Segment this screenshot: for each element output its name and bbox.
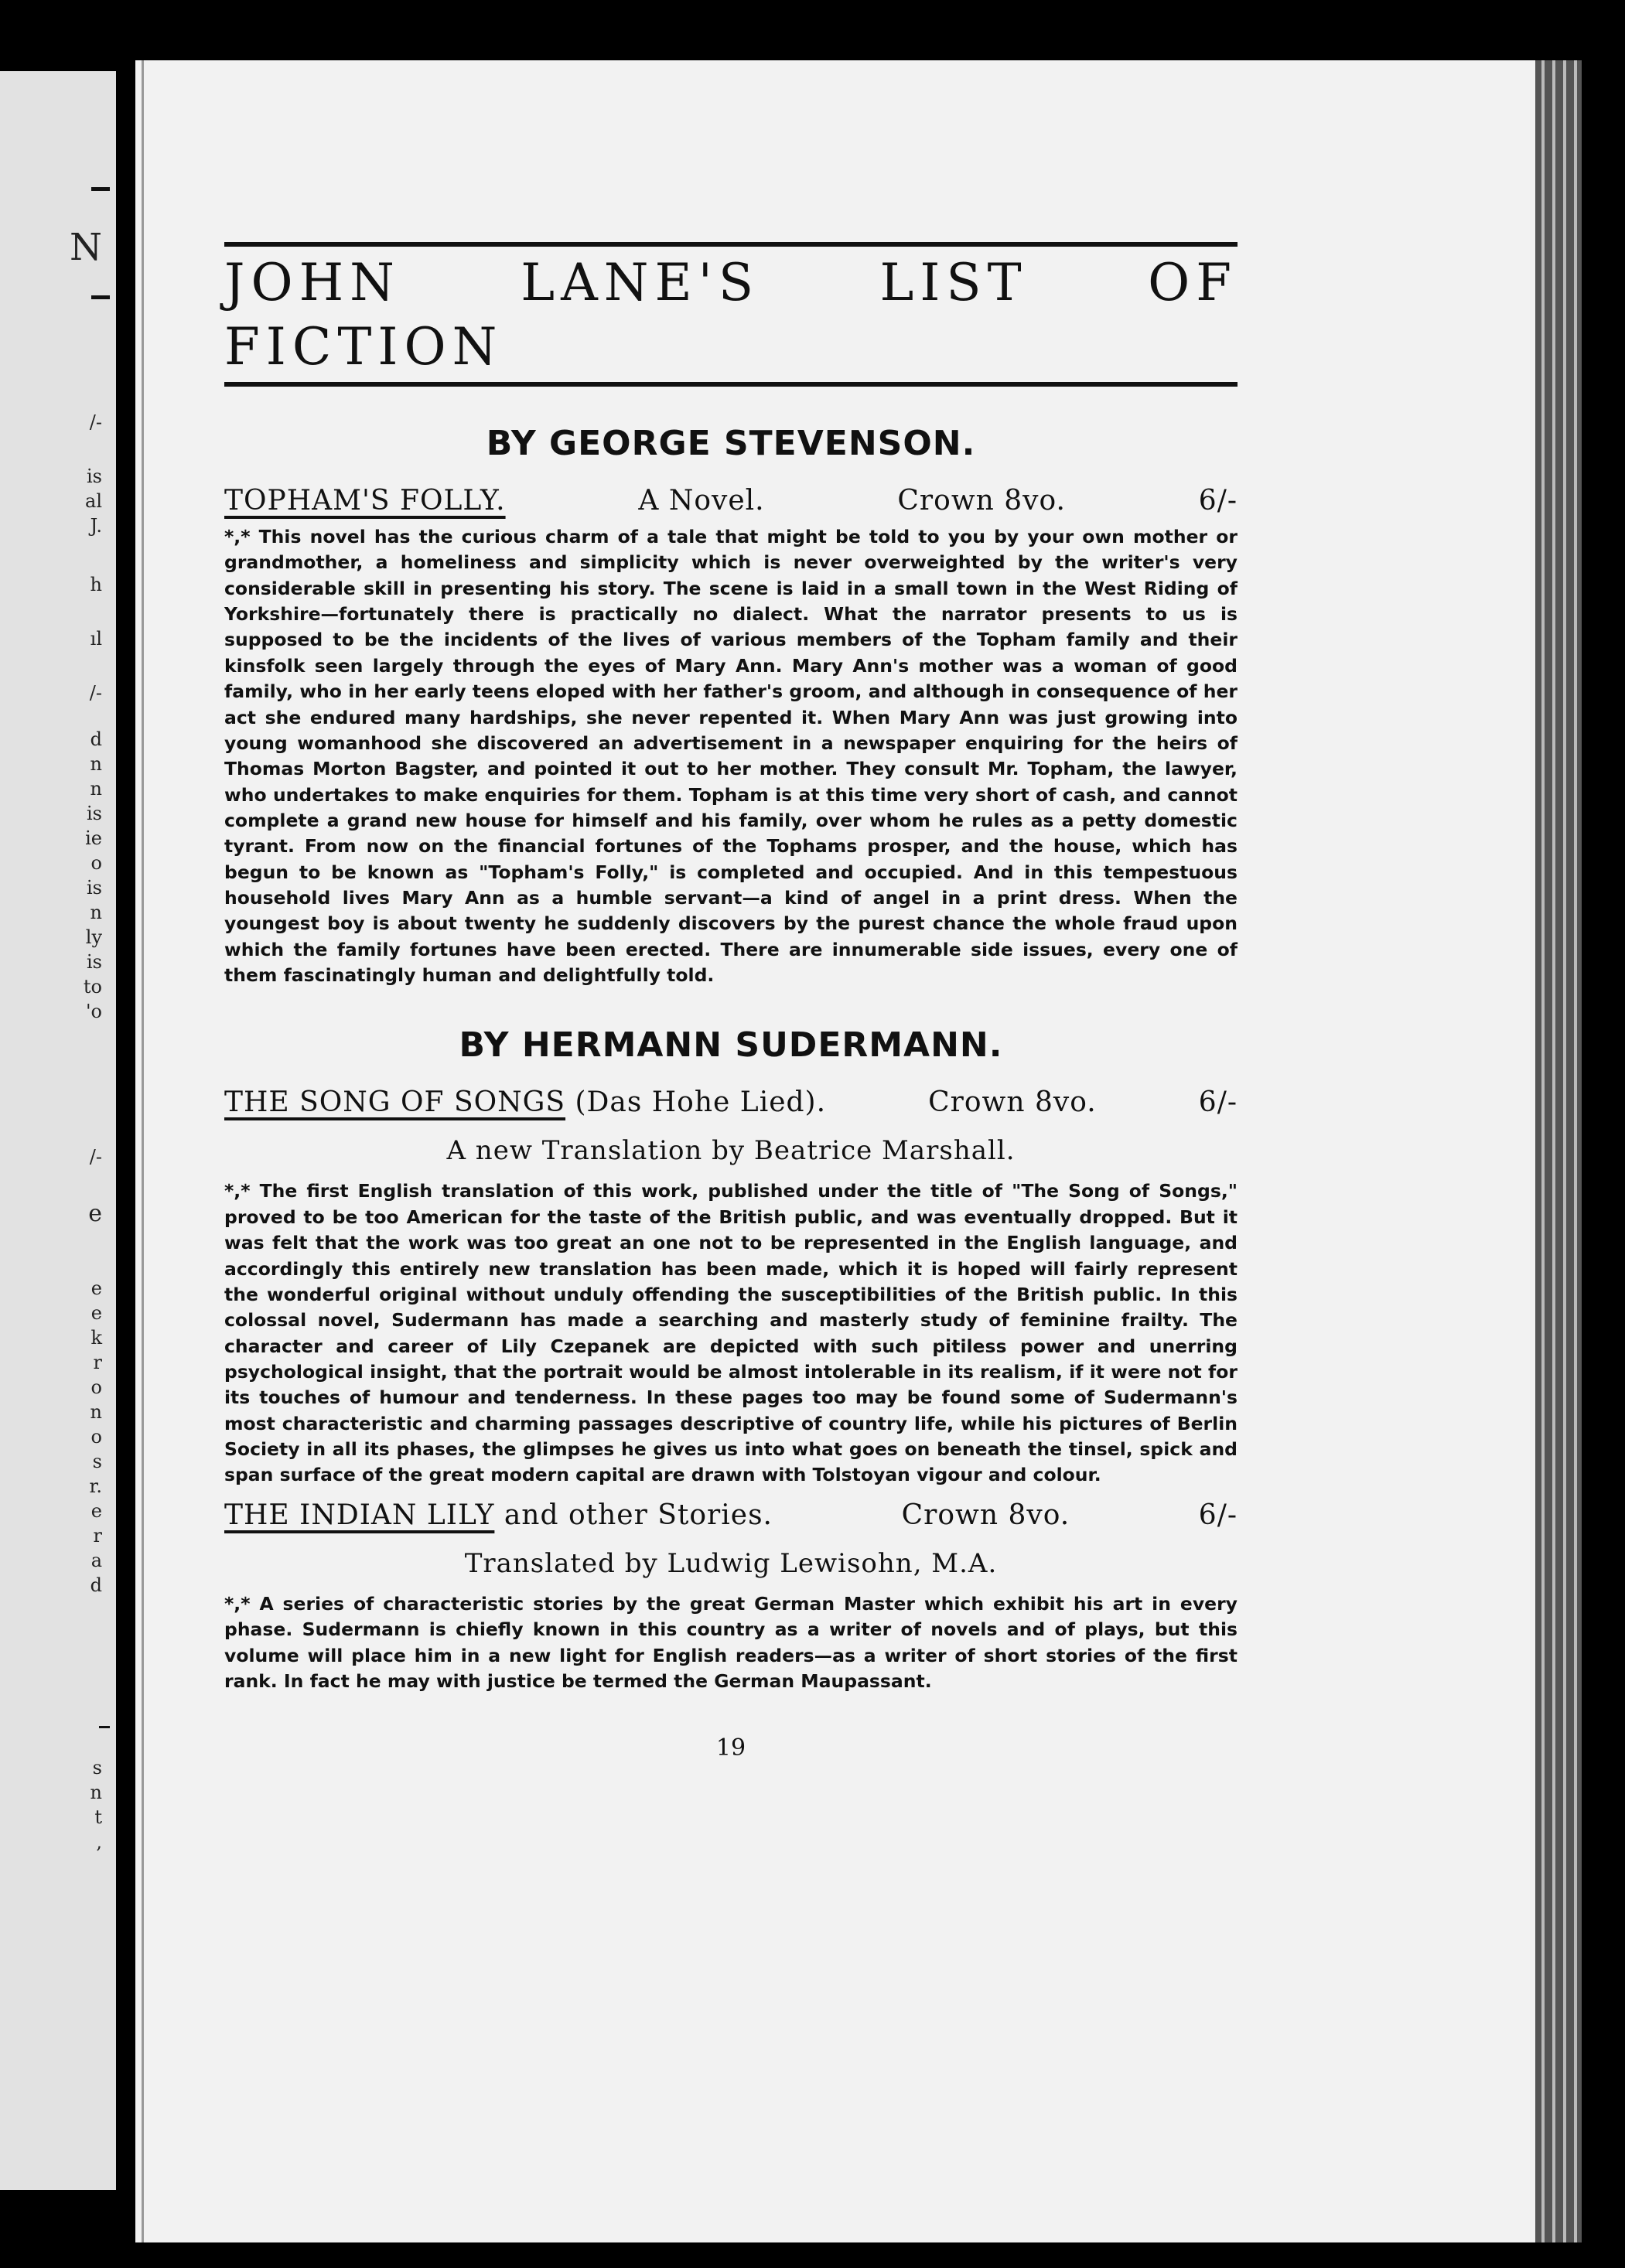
book-title-group	[224, 1086, 826, 1118]
book-genre: A Novel.	[638, 485, 765, 517]
left-page-fragment: r	[93, 1525, 102, 1547]
book-price: 6/-	[1198, 485, 1238, 517]
left-page-fragment: ıl	[90, 628, 102, 650]
asterism-mark: *,*	[224, 1180, 251, 1202]
left-page-fragment: /-	[89, 682, 102, 704]
left-page-fragment: is	[87, 803, 102, 824]
book-entry-tophams-folly	[224, 485, 1238, 517]
book-format: Crown 8vo.	[901, 1499, 1070, 1531]
description-text: The first English translation of this work, published under the title of "The Song of Songs," proved to be too American for the taste of the British public, and was eventually dropped. But it was felt that the work was too great an one not to be represented in the English language, and accordingly this entirely new translation has been made, which it is hoped will fairly represent the wonderful original without unduly offending the susceptibilities of the British public. In this colossal novel, Sudermann has made a searching and masterly study of feminine frailty. The character and career of Lily Czepanek are depicted with such pitiless power and unerring psychological insight, that the portrait would be almost intolerable in its realism, if it were not for its touches of humour and tenderness. In these pages too may be found some of Sudermann's most characteristic and charming passages descriptive of country life, while his pictures of Berlin Society in all its phases, the glimpses he gives us into what goes on beneath the tinsel, spick and span surface of the great modern capital are drawn with Tolstoyan vigour and colour.	[224, 1180, 1238, 1486]
author-heading-sudermann: BY HERMANN SUDERMANN.	[459, 1025, 1003, 1066]
title-rule-bottom	[224, 382, 1238, 387]
left-page-fragment: o	[90, 1426, 102, 1448]
book-format: Crown 8vo.	[897, 485, 1066, 517]
book-price: 6/-	[1198, 1499, 1238, 1531]
book-entry-song-of-songs	[224, 1086, 1238, 1118]
left-page-fragment: h	[90, 574, 102, 595]
book-format: Crown 8vo.	[928, 1086, 1097, 1119]
left-page-fragment: al	[85, 490, 102, 512]
left-page-fragment: a	[90, 1550, 102, 1571]
author-heading-stevenson: BY GEORGE STEVENSON.	[486, 424, 976, 463]
left-page-fragment: n	[90, 1401, 102, 1423]
left-page-fragment: r	[93, 1352, 102, 1373]
left-page-fragment: /-	[89, 411, 102, 433]
left-page-fragment: N	[70, 226, 102, 269]
page-fold-line	[142, 60, 144, 2242]
translator-line: A new Translation by Beatrice Marshall.	[446, 1135, 1016, 1167]
left-page-fragment: ,	[96, 1831, 102, 1853]
page-edge-strip	[1535, 60, 1582, 2242]
title-rule-top	[224, 242, 1238, 247]
left-page-fragment: s	[92, 1451, 102, 1472]
left-page-fragment: to	[83, 976, 102, 998]
left-page-fragment: d	[90, 728, 102, 750]
book-subtitle: (Das Hohe Lied).	[575, 1086, 827, 1119]
left-page-fragment: t	[94, 1806, 102, 1828]
book-title: TOPHAM'S FOLLY.	[224, 485, 506, 517]
left-page-fragment: e	[90, 1500, 102, 1522]
page-content	[224, 242, 1238, 1762]
left-page-fragment: n	[90, 753, 102, 775]
book-title-group	[224, 1499, 773, 1531]
page-edge-line	[1541, 60, 1545, 2242]
book-description	[224, 524, 1238, 988]
page-edge-line	[1574, 60, 1577, 2242]
left-page-fragment: ie	[85, 827, 102, 849]
left-page-fragment: n	[90, 902, 102, 923]
book-title: THE INDIAN LILY	[224, 1499, 495, 1531]
left-page-rule	[99, 1726, 110, 1728]
left-page-fragment: s	[92, 1757, 102, 1779]
left-page-fragment: J.	[90, 515, 102, 537]
left-page-fragment: o	[90, 852, 102, 874]
book-subtitle: and other Stories.	[504, 1499, 773, 1531]
asterism-mark: *,*	[224, 526, 251, 547]
left-page-fragment: e	[90, 1277, 102, 1299]
book-title: THE SONG OF SONGS	[224, 1086, 566, 1119]
left-page-fragment: d	[90, 1574, 102, 1596]
page-edge-line	[1563, 60, 1566, 2242]
left-page-rule	[91, 187, 110, 191]
book-entry-indian-lily	[224, 1499, 1238, 1531]
left-page-fragment: r.	[89, 1475, 102, 1497]
book-description	[224, 1178, 1238, 1488]
left-page-fragment: n	[90, 1782, 102, 1803]
left-page-fragment: is	[87, 877, 102, 899]
left-page-fragment: k	[90, 1327, 102, 1349]
left-page-rule	[91, 295, 110, 299]
left-page-fragment: n	[90, 778, 102, 800]
left-page-fragment: ly	[85, 926, 102, 948]
left-facing-page	[0, 71, 116, 2190]
left-page-fragment: o	[90, 1376, 102, 1398]
book-price: 6/-	[1198, 1086, 1238, 1119]
description-text: This novel has the curious charm of a tale that might be told to you by your own mother or grandmother, a homeliness and simplicity which is never overweighted by the writer's very considerable skill in presenting his story. The scene is laid in a small town in the West Riding of Yorkshire—fortunately there is practically no dialect. What the narrator presents to us is supposed to be the incidents of the lives of various members of the Topham family and their kinsfolk seen largely through the eyes of Mary Ann. Mary Ann's mother was a woman of good family, who in her early teens eloped with her father's groom, and although in consequence of her act she endured many hardships, she never repented it. When Mary Ann was just growing into young womanhood she discovered an advertisement in a newspaper enquiring for the heirs of Thomas Morton Bagster, and pointed it out to her mother. They consult Mr. Topham, the lawyer, who undertakes to make enquiries for them. Topham is at this time very short of cash, and cannot complete a grand new house for himself and his family, over whom he rules as a petty domestic tyrant. From now on the financial fortunes of the Tophams prosper, and the house, which has begun to be known as "Topham's Folly," is completed and occupied. And in this tempestuous household lives Mary Ann as a humble servant—a kind of angel in a print dress. When the youngest boy is about twenty he suddenly discovers by the purest chance the whole fraud upon which the family fortunes have been erected. There are innumerable side issues, every one of them fascinatingly human and delightfully told.	[224, 526, 1238, 987]
page-title: JOHN LANE'S LIST OF FICTION	[224, 253, 1238, 377]
page-edge-line	[1552, 60, 1555, 2242]
left-page-fragment: e	[88, 1200, 102, 1227]
book-description	[224, 1591, 1238, 1694]
page-number: 19	[715, 1734, 746, 1762]
description-text: A series of characteristic stories by the great German Master which exhibit his art in every phase. Sudermann is chiefly known in this country as a writer of novels and of plays, but this volume will place him in a new light for English readers—as a writer of short stories of the first rank. In fact he may with justice be termed the German Maupassant.	[224, 1592, 1238, 1692]
translator-line: Translated by Ludwig Lewisohn, M.A.	[464, 1547, 998, 1579]
catalogue-page	[135, 60, 1535, 2242]
left-page-fragment: is	[87, 951, 102, 973]
left-page-fragment: 'o	[85, 1001, 102, 1022]
left-page-fragment: e	[90, 1302, 102, 1324]
left-page-fragment: /-	[89, 1146, 102, 1168]
left-page-fragment: is	[87, 466, 102, 487]
asterism-mark: *,*	[224, 1592, 251, 1615]
